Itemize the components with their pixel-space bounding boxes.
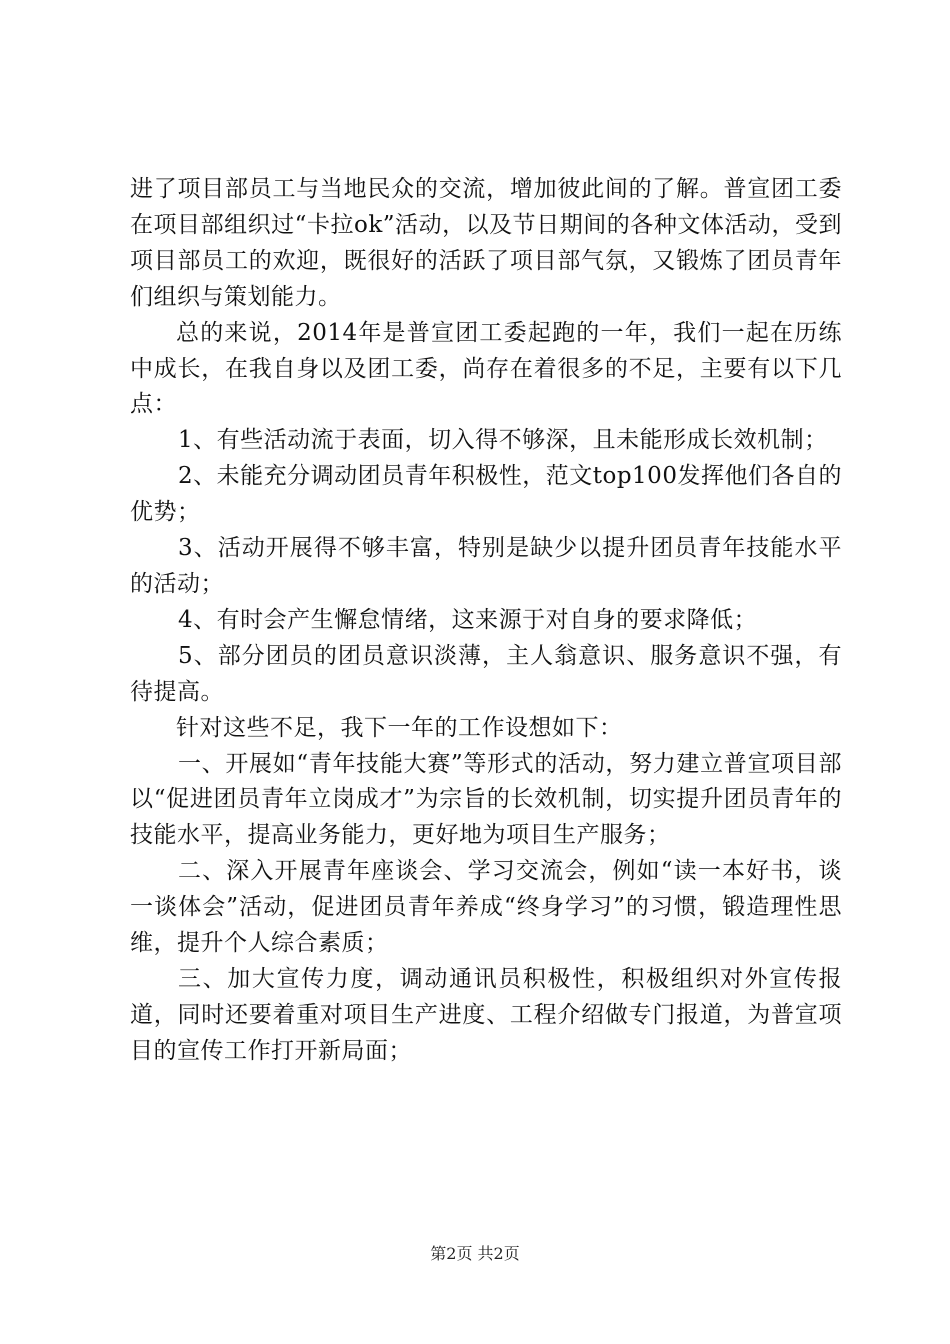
list-item-1: 1、有些活动流于表面，切入得不够深，且未能形成长效机制；	[178, 427, 828, 454]
plan-item-3: 三、加大宣传力度，调动通讯员积极性，积极组织对外宣传报道，同时还要着重对项目生产进度、工程介绍做专门报道，为普宣项目的宣传工作打开新局面；	[130, 965, 842, 1064]
plan-item-2: 二、深入开展青年座谈会、学习交流会，例如“读一本好书，谈一谈体会”活动，促进团员青年养成“终身学习”的习惯，锻造理性思维，提升个人综合素质；	[130, 858, 842, 957]
list-item-5: 5、部分团员的团员意识淡薄，主人翁意识、服务意识不强，有待提高。	[130, 642, 842, 705]
paragraph-summary: 总的来说，2014年是普宣团工委起跑的一年，我们一起在历练中成长，在我自身以及团工委，尚存在着很多的不足，主要有以下几点：	[130, 319, 842, 418]
page-number-label: 第2页 共2页	[430, 1244, 520, 1263]
list-item-3: 3、活动开展得不够丰富，特别是缺少以提升团员青年技能水平的活动；	[130, 535, 842, 597]
list-item-4: 4、有时会产生懈怠情绪，这来源于对自身的要求降低；	[178, 606, 758, 633]
plan-item-1: 一、开展如“青年技能大赛”等形式的活动，努力建立普宣项目部以“促进团员青年立岗成才”为宗旨的长效机制，切实提升团员青年的技能水平，提高业务能力，更好地为项目生产服务；	[130, 750, 842, 849]
list-item-2: 2、未能充分调动团员青年积极性，范文top100发挥他们各自的优势；	[130, 463, 842, 526]
paragraph-continued: 进了项目部员工与当地民众的交流，增加彼此间的了解。普宣团工委在项目部组织过“卡拉ok”活动，以及节日期间的各种文体活动，受到项目部员工的欢迎，既很好的活跃了项目部气氛，又锻炼了团员青年们组织与策划能力。	[130, 176, 842, 310]
page-footer	[0, 1244, 950, 1264]
paragraph-plan-intro: 针对这些不足，我下一年的工作设想如下：	[176, 714, 623, 741]
document-body	[130, 172, 842, 1070]
